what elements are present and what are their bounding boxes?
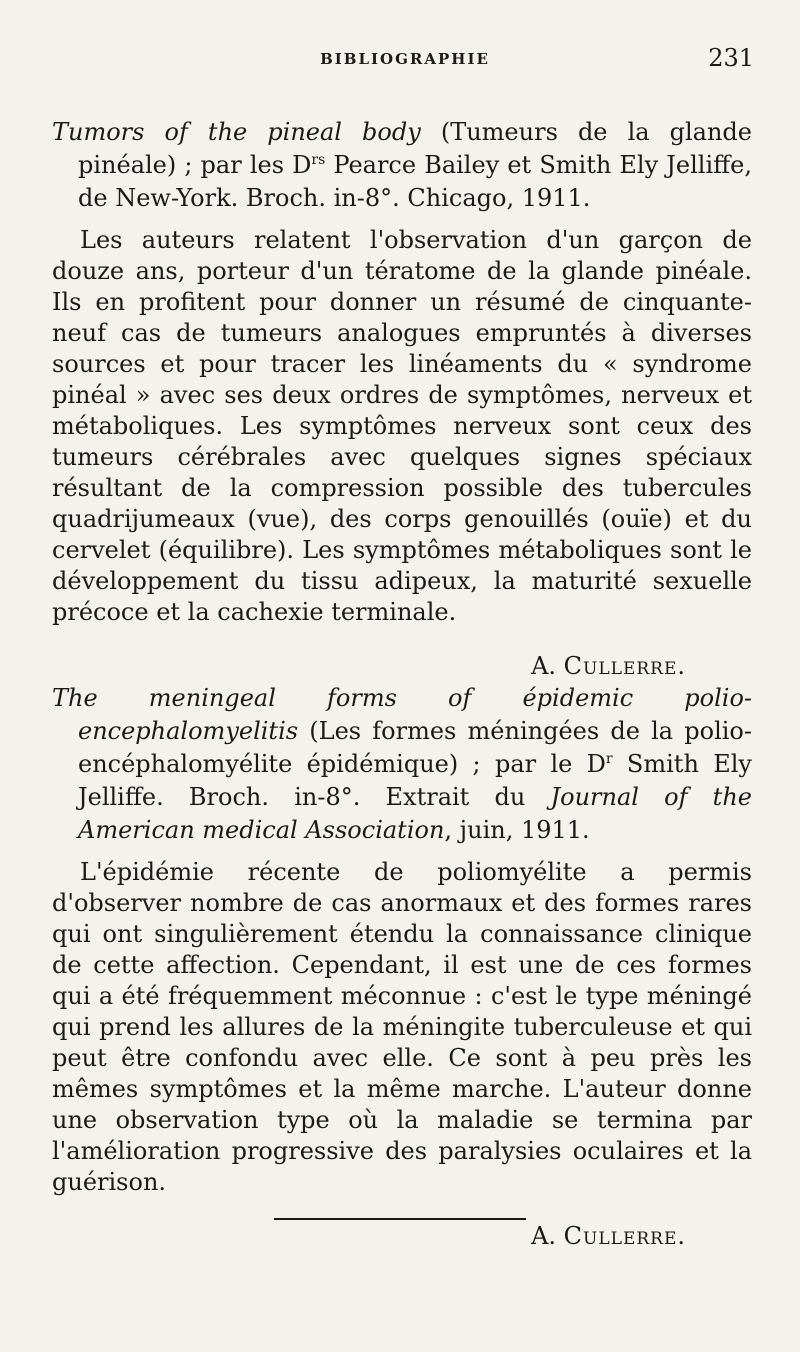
entry-signature (52, 1222, 752, 1250)
signature-initial: A. (531, 1222, 564, 1250)
signature-name: Cullerre. (563, 652, 686, 680)
entry-reference (52, 682, 752, 847)
running-title: BIBLIOGRAPHIE (320, 50, 490, 68)
reference-text-mid: Smith Ely Jelliffe. Broch. in-8°. Extrait du (78, 750, 752, 811)
reference-superscript: rs (311, 152, 326, 168)
page-number: 231 (708, 44, 754, 72)
signature-initial: A. (531, 652, 564, 680)
journal-title: Journal of the American medical Association (78, 783, 752, 844)
entry-title: The meningeal forms of épidemic polio-encephalomyelitis (52, 684, 752, 745)
entry-signature (52, 652, 752, 680)
reference-text: (Tumeurs de la glande pinéale) ; par les D (78, 118, 752, 179)
bibliography-entry-1 (52, 116, 752, 680)
signature-name: Cullerre. (563, 1222, 686, 1250)
entry-abstract: L'épidémie récente de poliomyélite a permis d'observer nombre de cas anormaux et des formes rares qui ont singulièrement étendu la connaissance clinique de cette affection. Cependant, il est une de ces formes qui a été fréquemment méconnue : c'est le type méningé qui prend les allures de la méningite tuberculeuse et qui peut être confondu avec elle. Ce sont à peu près les mêmes symptômes et la même marche. L'auteur donne une observation type où la maladie se termina par l'amélioration progressive des paralysies oculaires et la guérison. (52, 858, 752, 1196)
entry-title: Tumors of the pineal body (52, 118, 421, 146)
reference-superscript: r (605, 751, 613, 767)
entry-abstract: Les auteurs relatent l'observation d'un garçon de douze ans, porteur d'un tératome de la glande pinéale. Ils en profitent pour donner un résumé de cinquante-neuf cas de tumeurs analogues empruntés à diverses sources et pour tracer les linéaments du « syndrome pinéal » avec ses deux ordres de symptômes, nerveux et métaboliques. Les symptômes nerveux sont ceux des tumeurs cérébrales avec quelques signes spéciaux résultant de la compression possible des tubercules quadrijumeaux (vue), des corps genouillés (ouïe) et du cervelet (équilibre). Les symptômes métaboliques sont le développement du tissu adipeux, la maturité sexuelle précoce et la cachexie terminale. (52, 226, 752, 626)
entry-reference (52, 116, 752, 215)
bibliography-entry-2 (52, 682, 752, 1250)
running-head (56, 44, 754, 80)
reference-text: (Les formes méningées de la polio-encéphalomyélite épidémique) ; par le D (78, 717, 752, 778)
reference-text-end: Pearce Bailey et Smith Ely Jelliffe, de New-York. Broch. in-8°. Chicago, 1911. (78, 151, 753, 212)
reference-text-end: , juin, 1911. (444, 816, 590, 844)
section-end-rule (274, 1218, 526, 1220)
